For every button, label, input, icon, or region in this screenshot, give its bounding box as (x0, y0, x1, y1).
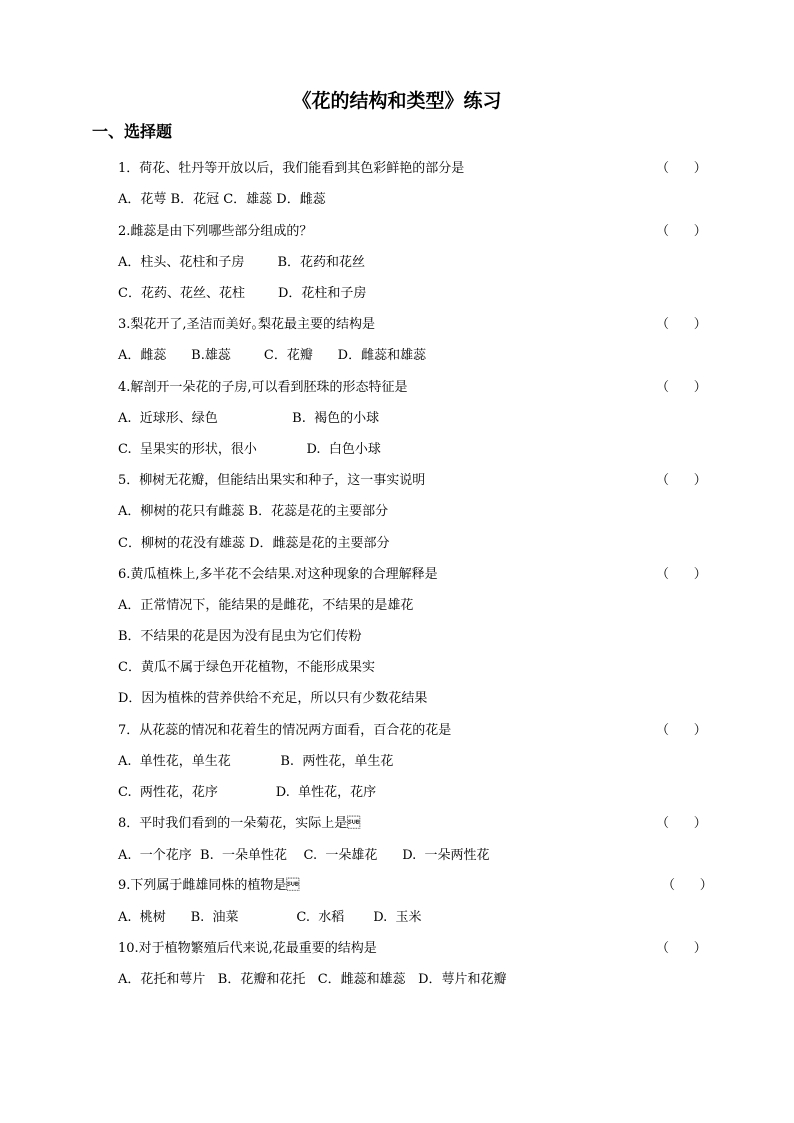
answer-blank: （ ） (656, 567, 707, 582)
question-stem: 10.对于植物繁殖后代来说,花最重要的结构是 (118, 941, 377, 956)
question-stem: 9.下列属于雌雄同株的植物是 (118, 878, 300, 893)
answer-blank: （ ） (662, 878, 713, 893)
answer-blank: （ ） (656, 941, 707, 956)
section-heading: 一、选择题 (92, 122, 173, 141)
question-stem: 8．平时我们看到的一朵菊花，实际上是 (118, 816, 361, 831)
option-line: C．柳树的花没有雄蕊 D．雌蕊是花的主要部分 (118, 536, 390, 551)
option-line: C．花药、花丝、花柱 D．花柱和子房 (118, 286, 367, 301)
question-stem: 2.雌蕊是由下列哪些部分组成的？ (118, 224, 313, 239)
option-line: D．因为植株的营养供给不充足，所以只有少数花结果 (118, 691, 428, 706)
option-line: C．黄瓜不属于绿色开花植物，不能形成果实 (118, 660, 375, 675)
option-line: A．雌蕊 B.雄蕊 C．花瓣 D．雌蕊和雄蕊 (118, 348, 427, 363)
option-line: A. 桃树 B. 油菜 C. 水稻 D. 玉米 (118, 910, 422, 925)
option-line: A. 一个花序 B. 一朵单性花 C. 一朵雄花 D. 一朵两性花 (118, 848, 490, 863)
question-stem: 5．柳树无花瓣，但能结出果实和种子，这一事实说明 (118, 473, 426, 488)
question-stem: 1．荷花、牡丹等开放以后，我们能看到其色彩鲜艳的部分是 (118, 161, 465, 176)
answer-blank: （ ） (656, 224, 707, 239)
option-line: A．柳树的花只有雌蕊 B．花蕊是花的主要部分 (118, 504, 389, 519)
document-title: 《花的结构和类型》练习 (292, 90, 502, 112)
question-stem: 4.解剖开一朵花的子房,可以看到胚珠的形态特征是 (118, 380, 408, 395)
option-line: A．正常情况下，能结果的是雌花，不结果的是雄花 (118, 598, 414, 613)
answer-blank: （ ） (656, 816, 707, 831)
question-stem: 6.黄瓜植株上,多半花不会结果.对这种现象的合理解释是 (118, 567, 438, 582)
option-line: A. 单性花，单生花 B. 两性花，单生花 (118, 754, 394, 769)
option-line: A．花萼 B．花冠 C．雄蕊 D．雌蕊 (118, 192, 326, 207)
option-line: A．花托和萼片 B．花瓣和花托 C．雌蕊和雄蕊 D．萼片和花瓣 (118, 972, 507, 987)
answer-blank: （ ） (656, 161, 707, 176)
answer-blank: （ ） (656, 723, 707, 738)
option-line: C. 两性花，花序 D. 单性花，花序 (118, 785, 377, 800)
option-line: B．不结果的花是因为没有昆虫为它们传粉 (118, 629, 362, 644)
option-line: C. 呈果实的形状，很小 D. 白色小球 (118, 442, 381, 457)
answer-blank: （ ） (656, 473, 707, 488)
question-stem: 7．从花蕊的情况和花着生的情况两方面看，百合花的花是 (118, 723, 452, 738)
option-line: A．柱头、花柱和子房 B．花药和花丝 (118, 255, 366, 270)
question-stem: 3.梨花开了,圣洁而美好｡梨花最主要的结构是 (118, 317, 376, 332)
answer-blank: （ ） (656, 317, 707, 332)
option-line: A. 近球形、绿色 B. 褐色的小球 (118, 411, 380, 426)
answer-blank: （ ） (656, 380, 707, 395)
